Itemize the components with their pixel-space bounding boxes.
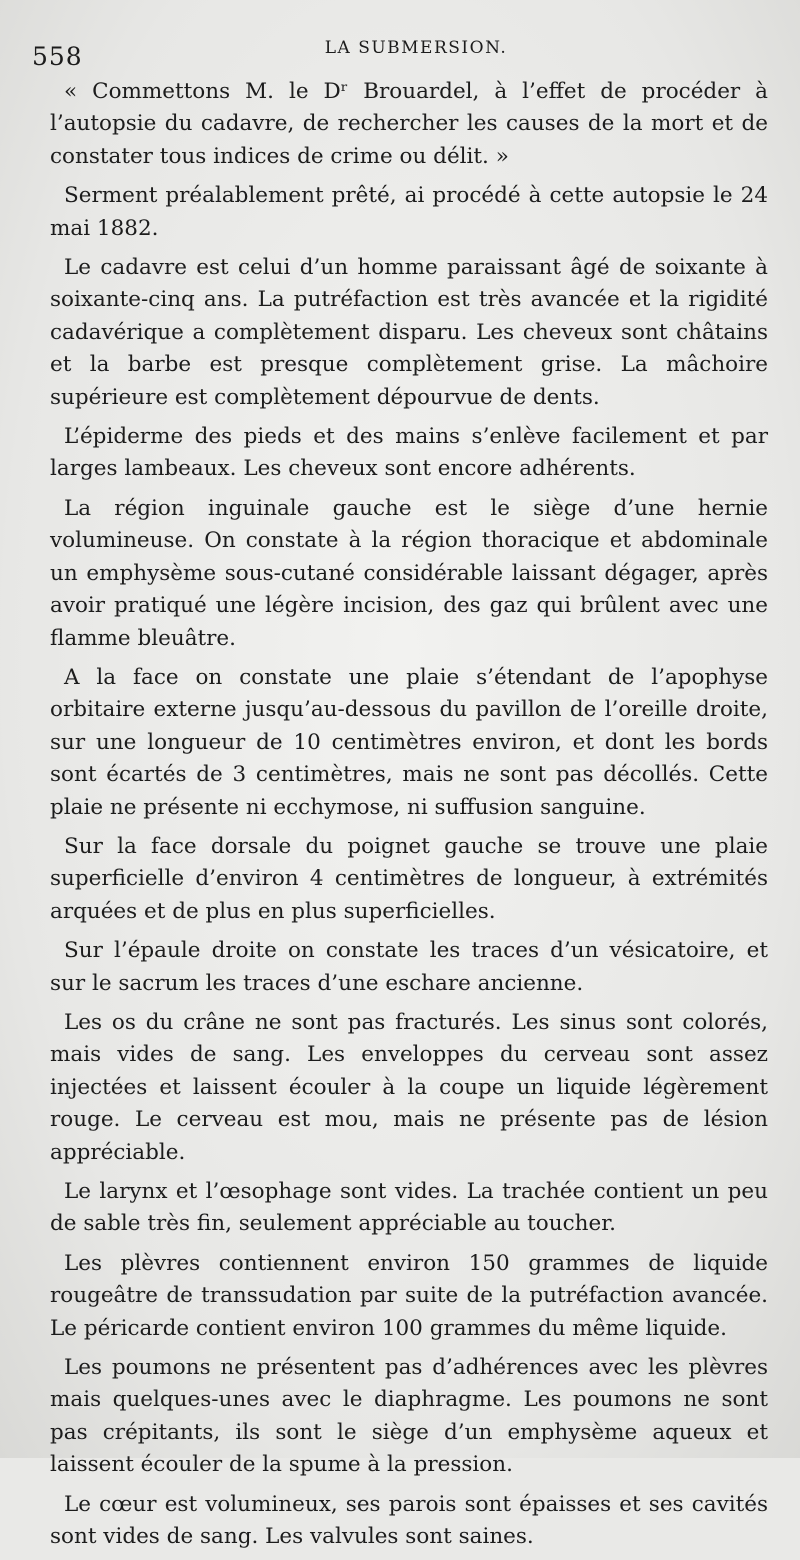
paragraph-epidermis: L’épiderme des pieds et des mains s’enlève facilement et par larges lambeaux. Les cheveux sont encore adhérents. [50, 424, 768, 482]
paragraph-lungs: Les poumons ne présentent pas d’adhérences avec les plèvres mais quelques-unes avec le diaphragme. Les poumons ne sont pas crépitants, ils sont le siège d’un emphysème aqueux et laissent écouler de la spume à la pression. [50, 1355, 768, 1478]
paragraph-larynx: Le larynx et l’œsophage sont vides. La trachée contient un peu de sable très fin, seulement appréciable au toucher. [50, 1179, 768, 1237]
paragraph-face-wound: A la face on constate une plaie s’étendant de l’apophyse orbitaire externe jusqu’au-dessous du pavillon de l’oreille droite, sur une longueur de 10 centimètres environ, et dont les bords sont écartés de 3 centimètres, mais ne sont pas décollés. Cette plaie ne présente ni ecchymose, ni suffusion sanguine. [50, 664, 768, 820]
running-head [32, 34, 760, 71]
paragraph-commission: « Commettons M. le Dʳ Brouardel, à l’effet de procéder à l’autopsie du cadavre, de rechercher les causes de la mort et de constater tous indices de crime ou délit. » [50, 79, 768, 169]
paragraph-pleura: Les plèvres contiennent environ 150 grammes de liquide rougeâtre de transsudation par suite de la putréfaction avancée. Le péricarde contient environ 100 grammes du même liquide. [50, 1250, 768, 1341]
paragraph-heart: Le cœur est volumineux, ses parois sont épaisses et ses cavités sont vides de sang. Les valvules sont saines. [50, 1491, 768, 1550]
paragraph-wrist-wound: Sur la face dorsale du poignet gauche se trouve une plaie superficielle d’environ 4 centimètres de longueur, à extrémités arquées et de plus en plus superficielles. [50, 833, 768, 924]
page-number: 558 [32, 42, 83, 71]
running-title: LA SUBMERSION. [324, 38, 508, 58]
paragraph-inguinal: La région inguinale gauche est le siège d’une hernie volumineuse. On constate à la région thoracique et abdominale un emphysème sous-cutané considérable laissant dégager, après avoir pratiqué une légère incision, des gaz qui brûlent avec une flamme bleuâtre. [50, 495, 768, 651]
paragraph-cadaver: Le cadavre est celui d’un homme paraissant âgé de soixante à soixante-cinq ans. La putréfaction est très avancée et la rigidité cadavérique a complètement disparu. Les cheveux sont châtains et la barbe est presque complètement grise. La mâchoire supérieure est complètement dépourvue de dents. [50, 255, 768, 410]
paragraph-shoulder: Sur l’épaule droite on constate les traces d’un vésicatoire, et sur le sacrum les traces d’une eschare ancienne. [50, 938, 768, 996]
paragraph-skull: Les os du crâne ne sont pas fracturés. Les sinus sont colorés, mais vides de sang. Les enveloppes du cerveau sont assez injectées et laissent écouler à la coupe un liquide légèrement rouge. Le cerveau est mou, mais ne présente pas de lésion appréciable. [50, 1009, 768, 1165]
paragraph-oath: Serment préalablement prêté, ai procédé à cette autopsie le 24 mai 1882. [50, 183, 768, 241]
body-text [50, 76, 768, 1560]
